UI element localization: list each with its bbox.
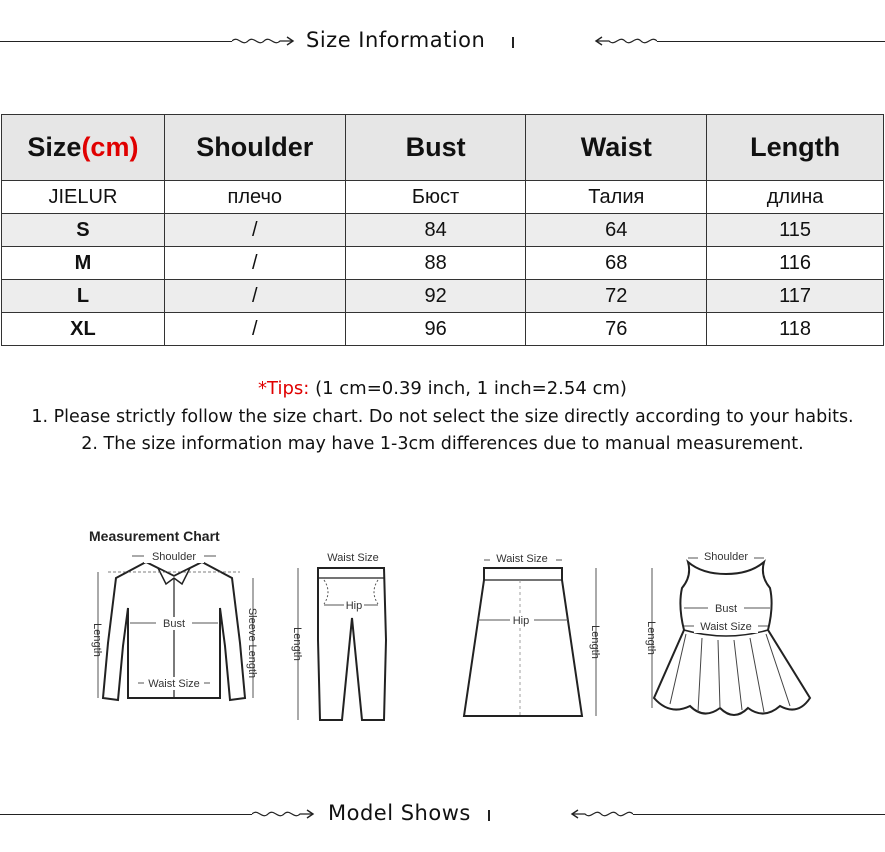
column-header-label: Size: [27, 132, 82, 162]
dress-bust-label: Bust: [714, 603, 738, 615]
table-row: [2, 313, 884, 346]
table-cell: Талия: [526, 181, 707, 214]
table-cell: 64: [526, 214, 707, 247]
tips-conversion: [0, 378, 885, 399]
pants-diagram: [288, 548, 398, 723]
table-cell: /: [164, 313, 345, 346]
model-shows-divider: [0, 795, 885, 835]
tips-conversion-text: (1 cm=0.39 inch, 1 inch=2.54 cm): [309, 378, 627, 399]
title-bar-mark: [488, 810, 490, 821]
swirl-arrow-right-icon: [252, 807, 316, 821]
shirt-shoulder-label: Shoulder: [151, 551, 197, 563]
divider-line-left: [0, 41, 232, 42]
tips-label: *Tips:: [258, 378, 310, 399]
divider-line-right: [633, 814, 885, 815]
skirt-diagram: [458, 548, 608, 720]
swirl-arrow-right-icon: [232, 34, 296, 48]
table-cell: 117: [707, 280, 884, 313]
skirt-length-label: Length: [589, 625, 601, 659]
table-header-row: [2, 115, 884, 181]
skirt-waist-label: Waist Size: [496, 553, 548, 565]
table-cell: /: [164, 214, 345, 247]
swirl-arrow-left-icon: [569, 807, 633, 821]
column-header-waist: Waist: [526, 115, 707, 181]
pants-length-label: Length: [291, 627, 303, 661]
column-header-shoulder: Shoulder: [164, 115, 345, 181]
table-subheader-row: [2, 181, 884, 214]
unit-label: (cm): [81, 132, 139, 162]
dress-diagram: [640, 548, 820, 723]
dress-waist-label: Waist Size: [700, 621, 752, 633]
table-row: [2, 247, 884, 280]
table-cell: /: [164, 280, 345, 313]
table-cell: XL: [2, 313, 165, 346]
table-cell: 118: [707, 313, 884, 346]
table-cell: JIELUR: [2, 181, 165, 214]
table-cell: S: [2, 214, 165, 247]
table-cell: 88: [345, 247, 526, 280]
table-cell: 116: [707, 247, 884, 280]
measurement-chart-title: Measurement Chart: [89, 528, 220, 544]
table-cell: 96: [345, 313, 526, 346]
shirt-bust-label: Bust: [162, 618, 186, 630]
title-bar-mark: [512, 37, 514, 48]
table-cell: L: [2, 280, 165, 313]
shirt-waist-label: Waist Size: [148, 678, 200, 690]
column-header-bust: Bust: [345, 115, 526, 181]
tips-line-1: 1. Please strictly follow the size chart. Do not select the size directly according to your habits.: [31, 407, 854, 427]
table-cell: /: [164, 247, 345, 280]
table-cell: 84: [345, 214, 526, 247]
size-information-divider: [0, 22, 885, 62]
section-title: Size Information: [306, 28, 486, 52]
table-cell: длина: [707, 181, 884, 214]
table-cell: 92: [345, 280, 526, 313]
column-header-length: Length: [707, 115, 884, 181]
section-title: Model Shows: [328, 801, 471, 825]
size-table: [1, 114, 884, 346]
pants-hip-label: Hip: [345, 600, 363, 612]
table-cell: Бюст: [345, 181, 526, 214]
dress-shoulder-label: Shoulder: [703, 551, 749, 563]
dress-length-label: Length: [645, 621, 657, 655]
tips-line-2: 2. The size information may have 1-3cm differences due to manual measurement.: [81, 434, 804, 454]
divider-line-left: [0, 814, 252, 815]
table-cell: M: [2, 247, 165, 280]
table-cell: 115: [707, 214, 884, 247]
skirt-hip-label: Hip: [512, 615, 530, 627]
shirt-sleeve-label: Sleeve Length: [246, 607, 258, 679]
table-cell: 72: [526, 280, 707, 313]
column-header-size: [2, 115, 165, 181]
swirl-arrow-left-icon: [593, 34, 657, 48]
table-cell: 76: [526, 313, 707, 346]
table-cell: плечо: [164, 181, 345, 214]
shirt-length-label: Length: [91, 623, 103, 657]
pants-waist-label: Waist Size: [327, 552, 379, 564]
table-row: [2, 280, 884, 313]
divider-line-right: [657, 41, 885, 42]
table-row: [2, 214, 884, 247]
table-cell: 68: [526, 247, 707, 280]
shirt-diagram: [86, 548, 266, 720]
